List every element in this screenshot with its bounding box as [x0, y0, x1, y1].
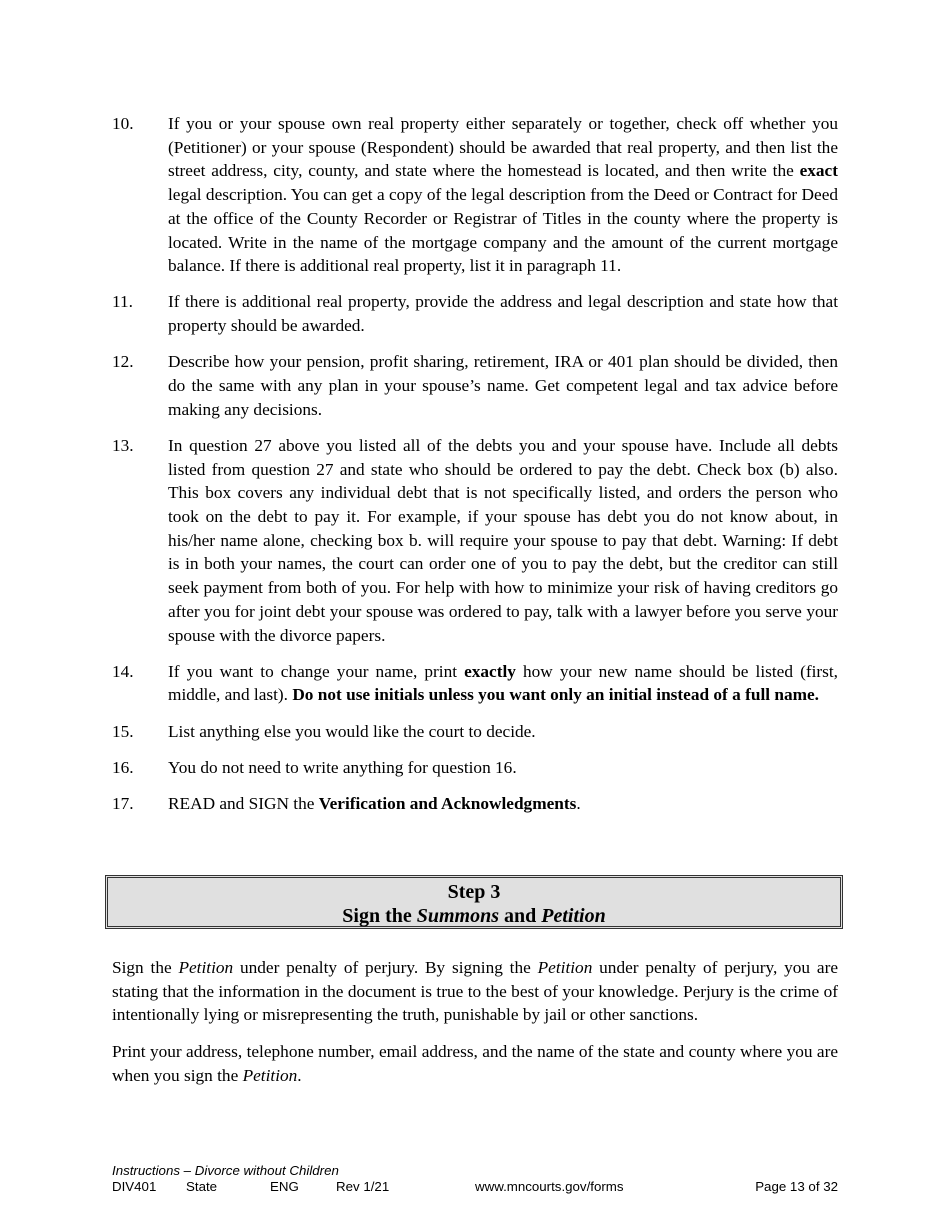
list-item [112, 350, 838, 421]
list-item [112, 660, 838, 707]
item-text: You do not need to write anything for question 16. [168, 757, 517, 777]
item-text: If you want to change your name, print exactly how your new name should be listed (first, middle, and last). Do not use initials unless you want only an initial instead of a full name. [168, 661, 838, 705]
paragraph-sign-petition: Sign the Petition under penalty of perjury. By signing the Petition under penalty of perjury, you are stating that the information in the document is true to the best of your knowledge. Perjury is the crime of intentionally lying or misrepresenting the truth, punishable by jail or other sanctions. [112, 958, 838, 1025]
item-number: 13. [112, 435, 134, 455]
language-code: ENG [270, 1179, 299, 1194]
item-text: READ and SIGN the Verification and Acknowledgments. [168, 794, 581, 814]
footer-meta [112, 1179, 838, 1195]
item-number: 16. [112, 757, 134, 777]
footer [112, 1163, 838, 1195]
list-item [112, 112, 838, 278]
item-number: 10. [112, 114, 134, 133]
item-number: 17. [112, 794, 134, 814]
list-item [112, 720, 838, 744]
item-text: Describe how your pension, profit sharing, retirement, IRA or 401 plan should be divided, then do the same with any plan in your spouse’s name. Get competent legal and tax advice before making any decisions. [168, 352, 838, 419]
jurisdiction: State [186, 1179, 218, 1194]
website-url: www.mncourts.gov/forms [475, 1179, 624, 1194]
footer-title: Instructions – Divorce without Children [112, 1163, 339, 1178]
list-item [112, 290, 838, 337]
step-subtitle: Sign the Summons and Petition [342, 905, 606, 927]
item-text: If you or your spouse own real property either separately or together, check off whether you (Petitioner) or your spouse (Respondent) should be awarded that real property, and then list the street address, city, county, and state where the homestead is located, and then write the exact legal description. You can get a copy of the legal description from the Deed or Contract for Deed at the office of the County Recorder or Registrar of Titles in the county where the property is located. Write in the name of the mortgage company and the amount of the current mortgage balance. If there is additional real property, list it in paragraph 11. [168, 114, 838, 276]
item-text: If there is additional real property, provide the address and legal description and state how that property should be awarded. [168, 292, 838, 336]
list-item [112, 434, 838, 647]
item-number: 11. [112, 292, 133, 312]
list-item [112, 792, 838, 816]
item-number: 12. [112, 352, 134, 372]
item-number: 15. [112, 721, 134, 741]
list-item [112, 756, 838, 780]
paragraph-print-address: Print your address, telephone number, email address, and the name of the state and county where you are when you sign the Petition. [112, 1042, 838, 1085]
step-heading-box [105, 875, 843, 929]
step-title: Step 3 [447, 881, 501, 903]
page-number: Page 13 of 32 [755, 1179, 838, 1194]
item-text: List anything else you would like the court to decide. [168, 721, 536, 741]
form-number: DIV401 [112, 1179, 157, 1194]
item-number: 14. [112, 661, 134, 681]
revision: Rev 1/21 [336, 1179, 390, 1194]
item-text: In question 27 above you listed all of the debts you and your spouse have. Include all debts listed from question 27 and state who should be ordered to pay the debt. Check box (b) also. This box covers any individual debt that is not specifically listed, and orders the person who took on the debt to pay it. For example, if your spouse has debt you do not know about, in his/her name alone, checking box b. will require your spouse to pay that debt. Warning: If debt is in both your names, the court can order one of you to pay the debt, but the creditor can still seek payment from both of you. For help with how to minimize your risk of having creditors go after you for joint debt your spouse was ordered to pay, talk with a lawyer before you serve your spouse with the divorce papers. [168, 435, 838, 645]
instruction-list [112, 112, 838, 828]
